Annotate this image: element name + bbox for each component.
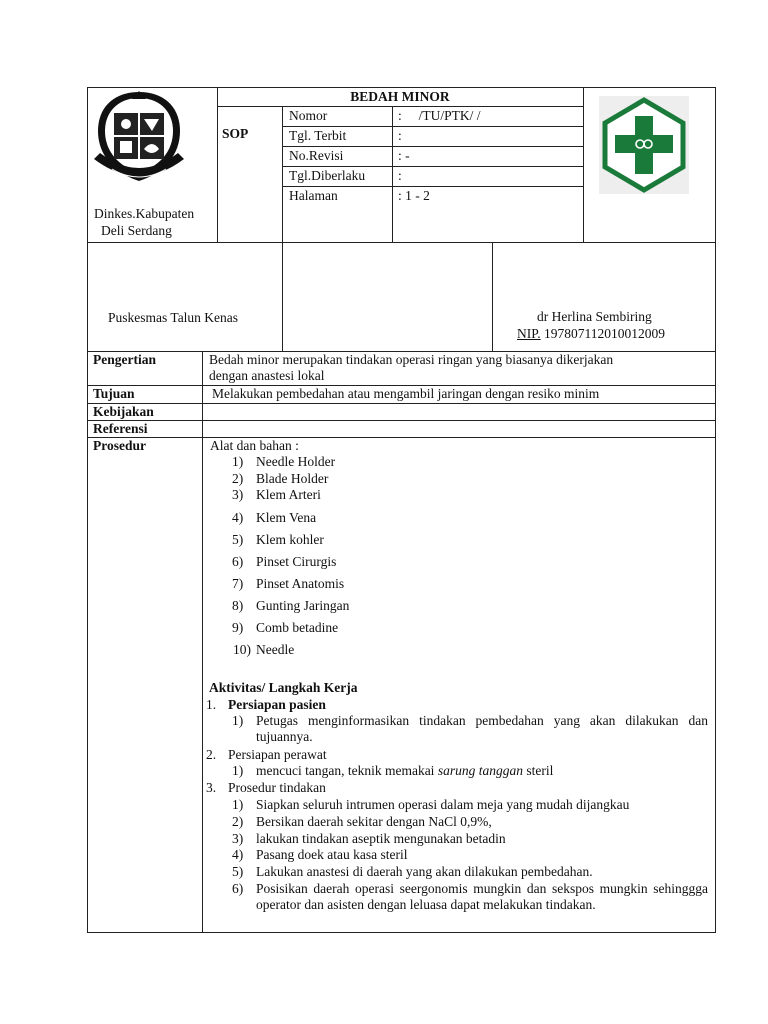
step-2-item-text: mencuci tangan, teknik memakai sarung tanggan steril [256,763,554,778]
step-3-item-text: lakukan tindakan aseptik mengunakan betadin [256,831,506,846]
pengertian-line-1: Bedah minor merupakan tindakan operasi ringan yang biasanya dikerjakan [209,352,614,367]
field-value-no-revisi: : - [398,148,410,163]
puskesmas-name: Puskesmas Talun Kenas [108,310,239,325]
field-value-tgl-terbit: : [398,128,402,143]
signer-name: dr Herlina Sembiring [537,309,652,324]
dept-line-2: Deli Serdang [101,223,172,238]
field-label-nomor: Nomor [289,108,328,123]
label-referensi: Referensi [93,421,148,436]
step-1-item-num: 1) [232,713,244,728]
label-tujuan: Tujuan [93,386,135,401]
field-label-no-revisi: No.Revisi [289,148,344,163]
step-3-item-text: Lakukan anastesi di daerah yang akan dilakukan pembedahan. [256,864,593,879]
alat-item-num: 1) [232,454,244,469]
step-3-item-text: Pasang doek atau kasa steril [256,847,408,862]
puskesmas-logo [599,96,689,194]
alat-item-num: 10) [233,642,251,657]
label-kebijakan: Kebijakan [93,404,154,419]
step-3-item-text: Bersikan daerah sekitar dengan NaCl 0,9%, [256,814,492,829]
step-1-item-text: Petugas menginformasikan tindakan pembedahan yang akan dilakukan dan tujuannya. [256,713,708,744]
alat-item-text: Klem Arteri [256,487,321,502]
aktivitas-title: Aktivitas/ Langkah Kerja [209,680,358,695]
alat-item-num: 7) [232,576,244,591]
step-3-item-num: 1) [232,797,244,812]
step-1-title: Persiapan pasien [228,697,326,712]
alat-item-text: Comb betadine [256,620,339,635]
alat-item-text: Klem Vena [256,510,317,525]
step-3-item-num: 6) [232,881,244,896]
alat-item-text: Pinset Anatomis [256,576,345,591]
alat-title: Alat dan bahan : [210,438,299,453]
alat-item-num: 8) [232,598,244,613]
dept-line-1: Dinkes.Kabupaten [94,206,195,221]
alat-item-num: 5) [232,532,244,547]
tujuan-text: Melakukan pembedahan atau mengambil jaringan dengan resiko minim [212,386,600,401]
nip-label: NIP. [517,326,541,341]
field-value-halaman: : 1 - 2 [398,188,430,203]
step-3-item-num: 3) [232,831,244,846]
label-pengertian: Pengertian [93,352,156,367]
step-1-number: 1. [206,697,217,712]
alat-item-text: Gunting Jaringan [256,598,350,613]
step-3-item-text: Posisikan daerah operasi seergonomis mungkin dan sekspos mungkin sehinggga operator dan asisten dengan leluasa dapat melakukan tindakan. [256,881,708,912]
step-3-title: Prosedur tindakan [228,780,326,795]
step-3-item-num: 5) [232,864,244,879]
alat-item-num: 2) [232,471,244,486]
step-3-number: 3. [206,780,217,795]
field-value-tgl-diberlaku: : [398,168,402,183]
field-label-halaman: Halaman [289,188,338,203]
document-title: BEDAH MINOR [350,89,450,104]
alat-item-text: Needle Holder [256,454,336,469]
step-3-item-num: 4) [232,847,244,862]
step-3-item-num: 2) [232,814,244,829]
alat-item-num: 4) [232,510,244,525]
alat-item-text: Needle [256,642,295,657]
field-value-nomor: : /TU/PTK/ / [398,108,481,123]
alat-item-text: Blade Holder [256,471,329,486]
alat-item-num: 3) [232,487,244,502]
step-2-item-num: 1) [232,763,244,778]
field-label-tgl-terbit: Tgl. Terbit [289,128,347,143]
step-2-number: 2. [206,747,217,762]
alat-item-num: 9) [232,620,244,635]
step-2-title: Persiapan perawat [228,747,327,762]
alat-item-text: Klem kohler [256,532,324,547]
step-3-item-text: Siapkan seluruh intrumen operasi dalam meja yang mudah dijangkau [256,797,630,812]
signer-nip [517,326,665,342]
pengertian-line-2: dengan anastesi lokal [209,368,325,383]
regency-seal-logo [92,89,186,193]
alat-item-text: Pinset Cirurgis [256,554,337,569]
nip-value: 197807112010012009 [540,326,666,341]
alat-item-num: 6) [232,554,244,569]
sop-label: SOP [222,126,249,141]
label-prosedur: Prosedur [93,438,146,453]
field-label-tgl-diberlaku: Tgl.Diberlaku [289,168,366,183]
